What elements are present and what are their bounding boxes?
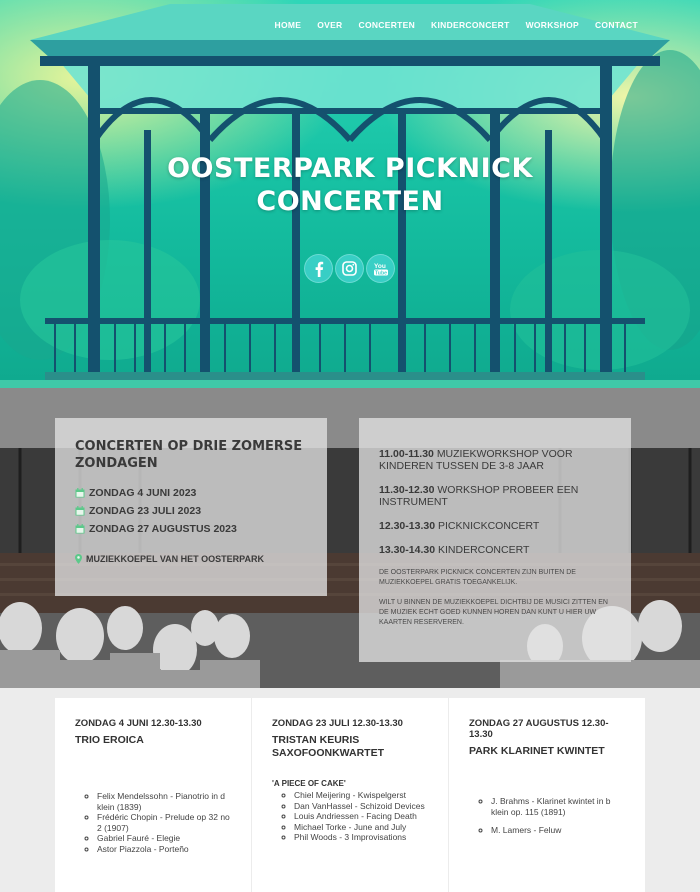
- concert-card: [55, 698, 251, 892]
- concert-name: TRISTAN KEURIS SAXOFOONKWARTET: [272, 734, 384, 759]
- concert-name: TRIO EROICA: [75, 734, 144, 746]
- concert-card: [449, 698, 645, 892]
- calendar-icon: [75, 488, 85, 498]
- date-item: [75, 484, 307, 502]
- program-item: ◦ Dan VanHassel - Schizoid Devices: [294, 801, 428, 812]
- program-item: ◦ J. Brahms - Klarinet kwintet in b klein op. 115 (1891): [491, 796, 625, 817]
- schedule-item: [379, 520, 611, 532]
- info-panel-dates: [55, 418, 327, 596]
- nav-contact[interactable]: CONTACT: [594, 20, 638, 30]
- schedule-time: 11.30-12.30: [379, 484, 435, 496]
- date-text: ZONDAG 27 AUGUSTUS 2023: [89, 523, 237, 535]
- schedule-text: WORKSHOP PROBEER EEN INSTRUMENT: [379, 484, 579, 508]
- facebook-icon[interactable]: [304, 254, 333, 283]
- social-links: [304, 254, 395, 283]
- schedule-time: 12.30-13.30: [379, 520, 436, 532]
- page-title: [0, 152, 700, 218]
- program-list: [272, 790, 428, 843]
- date-item: [75, 502, 307, 520]
- svg-text:You: You: [373, 262, 386, 270]
- program-item: ◦ Louis Andriessen - Facing Death: [294, 811, 428, 822]
- location: [75, 554, 307, 564]
- schedule-time: 11.00-11.30: [379, 448, 434, 460]
- concert-date: ZONDAG 23 JULI 12.30-13.30: [272, 718, 403, 729]
- title-line-2: CONCERTEN: [256, 186, 444, 217]
- nav-workshop[interactable]: WORKSHOP: [525, 20, 579, 30]
- concert-date: ZONDAG 27 AUGUSTUS 12.30-13.30: [469, 718, 609, 740]
- concert-date: ZONDAG 4 JUNI 12.30-13.30: [75, 718, 202, 729]
- nav-over[interactable]: OVER: [317, 20, 343, 30]
- youtube-icon[interactable]: [366, 254, 395, 283]
- instagram-icon[interactable]: [335, 254, 364, 283]
- date-item: [75, 520, 307, 538]
- schedule-text: KINDERCONCERT: [437, 544, 530, 556]
- info-title-line-1: CONCERTEN OP DRIE ZOMERSE: [75, 439, 303, 454]
- program-item: ◦ M. Lamers - Feluw: [491, 825, 625, 836]
- date-text: ZONDAG 4 JUNI 2023: [89, 487, 197, 499]
- location-text: MUZIEKKOEPEL VAN HET OOSTERPARK: [86, 554, 265, 564]
- program-list: [469, 796, 625, 836]
- program-item: ◦ Michael Torke - June and July: [294, 822, 428, 833]
- map-marker-icon: [75, 554, 82, 564]
- date-list: [75, 484, 307, 538]
- info-section: [0, 388, 700, 688]
- nav-home[interactable]: HOME: [274, 20, 302, 30]
- program-item: ◦ Gabriel Fauré - Elegie: [97, 833, 231, 844]
- program-item: ◦ Phil Woods - 3 Improvisations: [294, 832, 428, 843]
- calendar-icon: [75, 524, 85, 534]
- program-item: ◦ Felix Mendelssohn - Pianotrio in d klein (1839): [97, 791, 231, 812]
- program-list: [75, 791, 231, 854]
- nav-kinderconcert[interactable]: KINDERCONCERT: [431, 20, 510, 30]
- schedule-item: [379, 448, 611, 472]
- concert-subtitle: 'A PIECE OF CAKE': [272, 779, 346, 788]
- concert-card: [252, 698, 448, 892]
- info-panel-title: [75, 438, 307, 472]
- info-title-line-2: ZONDAGEN: [75, 456, 158, 471]
- date-text: ZONDAG 23 JULI 2023: [89, 505, 202, 517]
- concerts-section: [0, 698, 700, 892]
- schedule-time: 13.30-14.30: [379, 544, 436, 556]
- svg-text:Tube: Tube: [374, 270, 387, 277]
- schedule-item: [379, 484, 611, 508]
- schedule-item: [379, 544, 611, 556]
- concert-name: PARK KLARINET KWINTET: [469, 745, 605, 757]
- calendar-icon: [75, 506, 85, 516]
- schedule-text: PICKNICKCONCERT: [437, 520, 540, 532]
- program-item: ◦ Chiel Meijering - Kwispelgerst: [294, 790, 428, 801]
- title-line-1: OOSTERPARK PICKNICK: [167, 153, 533, 184]
- schedule-text: MUZIEKWORKSHOP VOOR KINDEREN TUSSEN DE 3-8 JAAR: [379, 448, 573, 472]
- program-item: ◦ Astor Piazzola - Porteño: [97, 844, 231, 855]
- main-nav: [275, 20, 639, 30]
- free-access-note: DE OOSTERPARK PICKNICK CONCERTEN ZIJN BUITEN DE MUZIEKKOEPEL GRATIS TOEGANKELIJK.: [379, 569, 576, 586]
- nav-concerten[interactable]: CONCERTEN: [358, 20, 416, 30]
- reservation-note[interactable]: WILT U BINNEN DE MUZIEKKOEPEL DICHTBIJ DE MUSICI ZITTEN EN DE MUZIEK ECHT GOED KUNNEN HOREN DAN KUNT U HIER UW KAARTEN RESERVEREN.: [379, 599, 608, 626]
- info-panel-schedule: [359, 418, 631, 662]
- hero-section: [0, 0, 700, 388]
- program-item: ◦ Frédéric Chopin - Prelude op 32 no 2 (1907): [97, 812, 231, 833]
